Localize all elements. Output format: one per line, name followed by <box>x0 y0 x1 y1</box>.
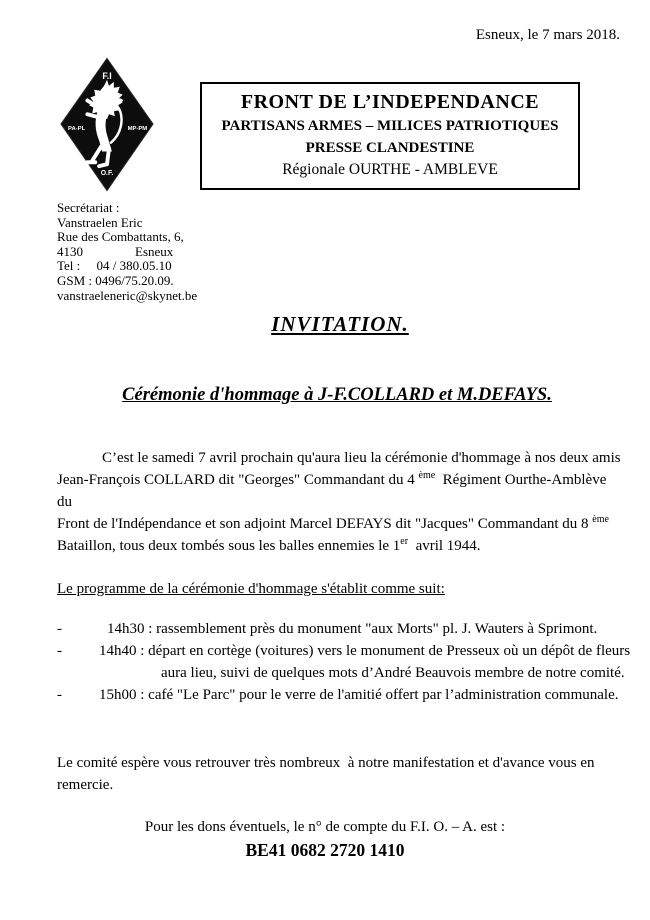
secretariat-block <box>57 201 197 303</box>
list-dash: - <box>57 643 62 659</box>
text-line: 15h00 : café "Le Parc" pour le verre de l'amitié offert par l’administration communale. <box>99 687 619 703</box>
text-line: remercie. <box>57 777 114 793</box>
text-line: Jean-François COLLARD dit "Georges" Commandant du 4 $^{ème}$ Régiment Ourthe-Amblève <box>57 470 607 488</box>
text-line: Bataillon, tous deux tombés sous les balles ennemies le 1er avril 1944. <box>57 536 481 554</box>
program-item <box>57 684 632 706</box>
text-line: C’est le samedi 7 avril prochain qu'aura lieu la cérémonie d'hommage à nos deux amis <box>57 450 621 466</box>
ceremony-title: Cérémonie d'hommage à J-F.COLLARD et M.DEFAYS. <box>122 385 552 405</box>
org-subtitle-1: PARTISANS ARMES – MILICES PATRIOTIQUES <box>221 118 559 134</box>
org-subtitle-2: PRESSE CLANDESTINE <box>305 140 475 156</box>
list-dash: - <box>57 687 62 703</box>
date-line: Esneux, le 7 mars 2018. <box>475 27 620 43</box>
text-line: Rue des Combattants, 6, <box>57 229 184 245</box>
intro-paragraph <box>57 447 621 557</box>
program-item-text <box>57 618 632 640</box>
org-region: Régionale OURTHE - AMBLEVE <box>282 161 498 178</box>
list-dash: - <box>57 621 62 637</box>
program-heading: Le programme de la cérémonie d'hommage s'établit comme suit: <box>57 581 445 597</box>
text-line: 14h40 : départ en cortège (voitures) vers le monument de Presseux où un dépôt de fleurs <box>99 643 631 659</box>
text-line: Front de l'Indépendance et son adjoint Marcel DEFAYS dit "Jacques" Commandant du 8 $^{ème}$ <box>57 514 609 532</box>
program-item-text <box>57 640 632 684</box>
logo-text-top: F.I <box>102 70 112 81</box>
text-line: GSM : 0496/75.20.09. <box>57 272 174 288</box>
text-line: Secrétariat : <box>57 200 120 215</box>
text-line: 14h30 : rassemblement près du monument "aux Morts" pl. J. Wauters à Sprimont. <box>107 621 598 637</box>
logo-text-left: PA-PL <box>68 125 86 132</box>
text-line: vanstraeleneric@skynet.be <box>57 287 198 303</box>
org-name: FRONT DE L’INDEPENDANCE <box>240 91 540 113</box>
fi-diamond-logo <box>58 56 156 194</box>
text-line: Le comité espère vous retrouver très nombreux à notre manifestation et d'avance vous en <box>57 755 595 771</box>
text-line: 4130 Esneux <box>57 243 174 259</box>
logo-text-right: MP-PM <box>127 125 148 132</box>
program-item-text <box>57 684 632 706</box>
text-line: Tel : 04 / 380.05.10 <box>57 258 172 274</box>
logo-text-bottom: O.F. <box>100 169 114 177</box>
program-list <box>57 618 632 706</box>
bank-account-number: BE41 0682 2720 1410 <box>245 840 405 860</box>
program-item <box>57 618 632 640</box>
program-item <box>57 640 632 684</box>
organization-header-box <box>200 82 580 190</box>
text-line: Vanstraelen Eric <box>57 214 143 230</box>
text-line: aura lieu, suivi de quelques mots d’André Beauvois membre de notre comité. <box>161 665 625 681</box>
closing-paragraph <box>57 752 595 796</box>
text-line: du <box>57 494 72 510</box>
invitation-heading: INVITATION. <box>271 312 409 336</box>
donation-info: Pour les dons éventuels, le n° de compte du F.I. O. – A. est : <box>144 819 506 835</box>
